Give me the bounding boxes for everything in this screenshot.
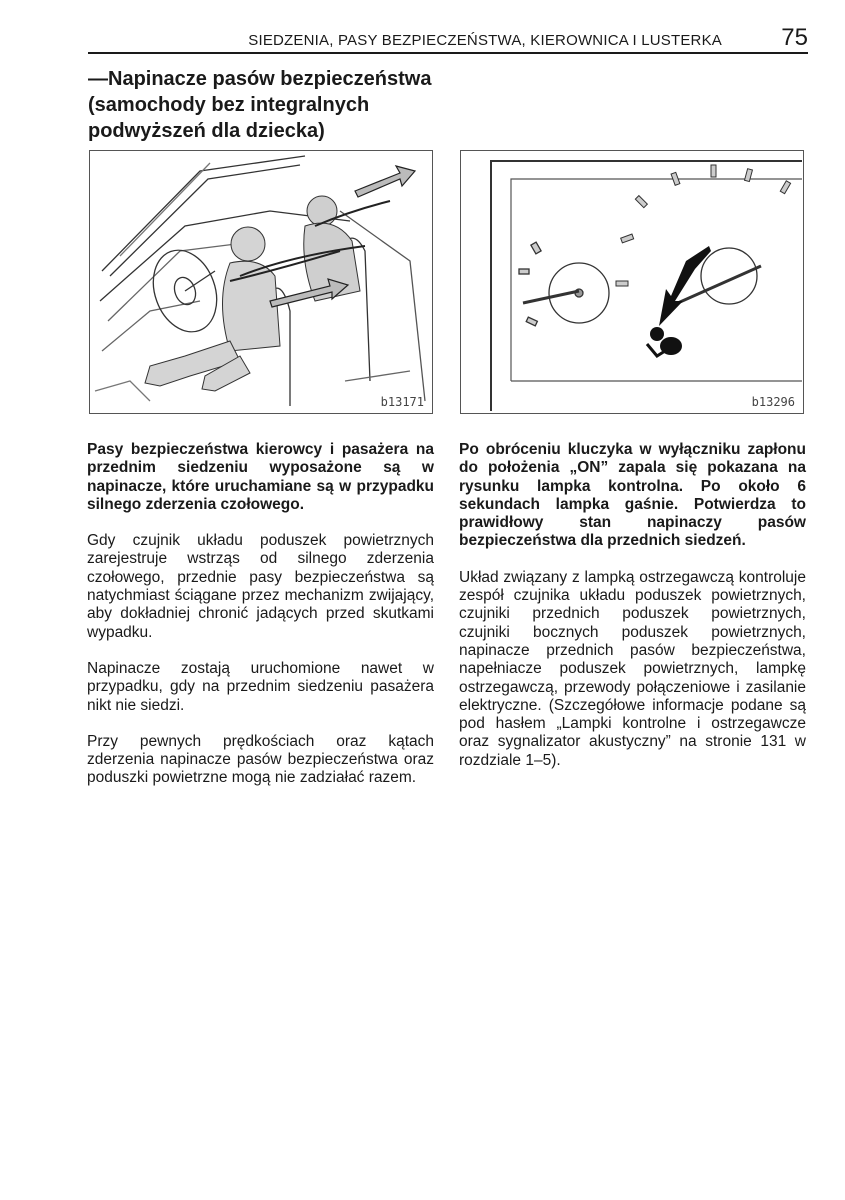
right-intro-paragraph: Po obróceniu kluczyka w wyłączniku zapłonu do położenia „ON” zapala się pokazana na rysunku lampka kontrolna. Po około 6 sekundach lampka gaśnie. Potwierdza to prawidłowy stan napinaczy pasów bezpieczeństwa dla przednich siedzeń. xyxy=(459,441,806,550)
page-title xyxy=(88,66,448,144)
title-line-2: (samochody bez integralnych xyxy=(88,94,370,116)
paragraph: Napinacze zostają uruchomione nawet w przypadku, gdy na przednim siedzeniu pasażera nikt nie siedzi. xyxy=(87,659,434,714)
figure-instrument-cluster xyxy=(460,150,804,414)
left-intro-paragraph: Pasy bezpieczeństwa kierowcy i pasażera na przednim siedzeniu wyposażone są w napinacze, które uruchamiane są w przypadku silnego zderzenia czołowego. xyxy=(87,441,434,513)
figure-code: b13171 xyxy=(380,395,424,409)
figure-car-occupants xyxy=(89,150,433,414)
instrument-cluster-illustration xyxy=(461,151,802,412)
right-column xyxy=(459,441,806,788)
paragraph: Gdy czujnik układu poduszek powietrznych zarejestruje wstrząs od silnego zderzenia czołowego, przednie pasy bezpieczeństwa są natychmiast ściągane przez mechanizm zwijający, aby dokładniej chronić jadących przed skutkami wypadku. xyxy=(87,532,434,641)
paragraph: Przy pewnych prędkościach oraz kątach zderzenia napinacze pasów bezpieczeństwa oraz poduszki powietrzne mogą nie zadziałać razem. xyxy=(87,732,434,787)
airbag-warning-icon xyxy=(647,327,682,356)
page-header xyxy=(88,26,808,54)
figure-code: b13296 xyxy=(751,395,795,409)
car-interior-illustration xyxy=(90,151,431,412)
section-title: SIEDZENIA, PASY BEZPIECZEŃSTWA, KIEROWNICA I LUSTERKA xyxy=(248,32,722,49)
title-line-3: podwyższeń dla dziecka) xyxy=(88,120,325,142)
left-column xyxy=(87,441,434,806)
paragraph: Układ związany z lampką ostrzegawczą kontroluje zespół czujnika układu poduszek powietrznych, czujniki przednich poduszek powietrznych, czujniki bocznych poduszek powietrznych, napinacze przednich pasów bezpieczeństwa, napełniacze poduszek powietrznych, lampkę ostrzegawczą, przewody połączeniowe i zasilanie elektryczne. (Szczegółowe informacje podane są pod hasłem „Lampki kontrolne i ostrzegawcze oraz sygnalizator akustyczny” na stronie 131 w rozdziale 1–5). xyxy=(459,568,806,769)
page-number: 75 xyxy=(781,24,808,51)
title-line-1: —Napinacze pasów bezpieczeństwa xyxy=(88,68,432,90)
